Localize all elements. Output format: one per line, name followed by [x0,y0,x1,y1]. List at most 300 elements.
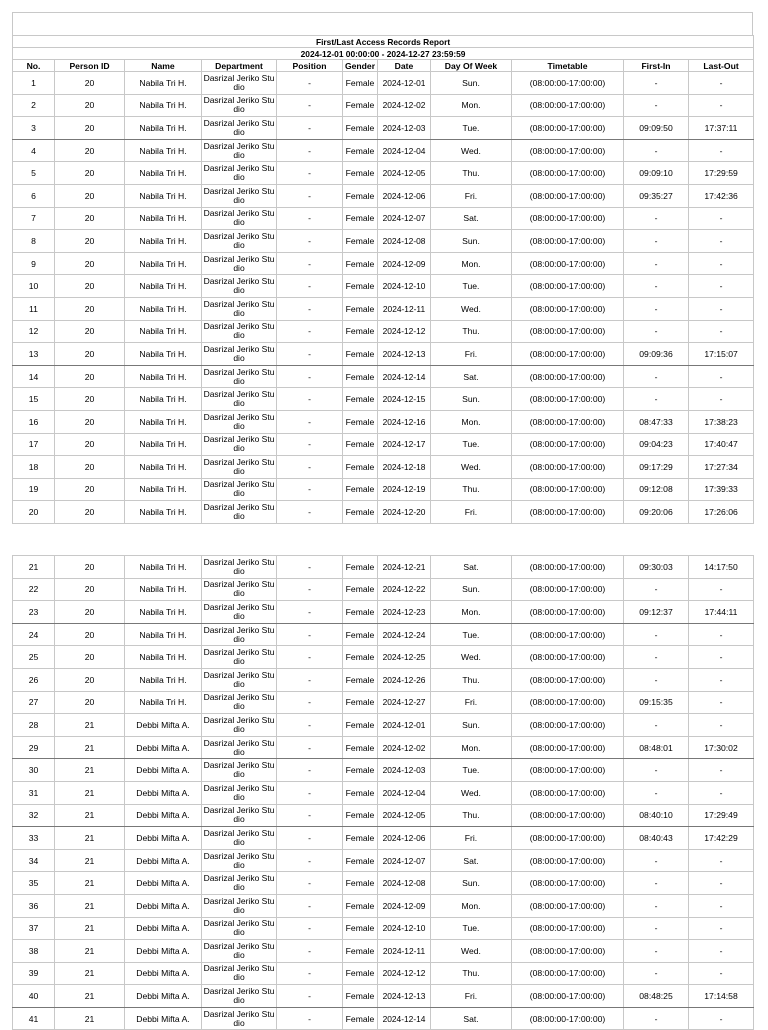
cell-position: - [277,646,343,669]
cell-timetable: (08:00:00-17:00:00) [512,117,624,140]
cell-last-out: - [689,72,754,95]
cell-timetable: (08:00:00-17:00:00) [512,962,624,985]
cell-last-out: - [689,917,754,940]
cell-name: Nabila Tri H. [125,252,202,275]
cell-first-in: - [624,1007,689,1030]
cell-department: Dasrizal Jeriko Studio [202,668,277,691]
cell-no: 29 [13,736,55,759]
cell-department: Dasrizal Jeriko Studio [202,556,277,579]
cell-first-in: - [624,872,689,895]
cell-last-out: - [689,894,754,917]
cell-date: 2024-12-11 [378,940,431,963]
cell-date: 2024-12-04 [378,139,431,162]
cell-person-id: 20 [55,320,125,343]
cell-last-out: 17:15:07 [689,343,754,366]
cell-person-id: 20 [55,343,125,366]
table-row [13,578,754,601]
cell-position: - [277,297,343,320]
cell-person-id: 21 [55,917,125,940]
cell-gender: Female [343,94,378,117]
cell-gender: Female [343,207,378,230]
cell-date: 2024-12-19 [378,478,431,501]
cell-no: 26 [13,668,55,691]
cell-position: - [277,501,343,524]
report-page-1 [12,12,753,524]
cell-department: Dasrizal Jeriko Studio [202,759,277,782]
cell-person-id: 20 [55,275,125,298]
cell-no: 30 [13,759,55,782]
cell-day-of-week: Thu. [431,320,512,343]
cell-person-id: 20 [55,691,125,714]
cell-last-out: 17:39:33 [689,478,754,501]
cell-gender: Female [343,162,378,185]
cell-timetable: (08:00:00-17:00:00) [512,94,624,117]
cell-department: Dasrizal Jeriko Studio [202,388,277,411]
cell-date: 2024-12-26 [378,668,431,691]
cell-last-out: - [689,320,754,343]
cell-no: 33 [13,827,55,850]
cell-date: 2024-12-09 [378,894,431,917]
cell-gender: Female [343,117,378,140]
cell-day-of-week: Wed. [431,781,512,804]
cell-last-out: - [689,1007,754,1030]
cell-gender: Female [343,230,378,253]
cell-person-id: 20 [55,456,125,479]
cell-gender: Female [343,781,378,804]
table-row [13,556,754,579]
cell-position: - [277,388,343,411]
cell-day-of-week: Mon. [431,252,512,275]
cell-timetable: (08:00:00-17:00:00) [512,72,624,95]
cell-first-in: - [624,668,689,691]
report-page-2 [12,555,753,1030]
cell-gender: Female [343,320,378,343]
cell-department: Dasrizal Jeriko Studio [202,962,277,985]
cell-date: 2024-12-16 [378,410,431,433]
table-row [13,849,754,872]
cell-date: 2024-12-07 [378,207,431,230]
cell-no: 11 [13,297,55,320]
cell-date: 2024-12-12 [378,320,431,343]
cell-first-in: 08:48:01 [624,736,689,759]
table-row [13,162,754,185]
cell-department: Dasrizal Jeriko Studio [202,985,277,1008]
cell-date: 2024-12-13 [378,985,431,1008]
cell-last-out: - [689,578,754,601]
cell-department: Dasrizal Jeriko Studio [202,894,277,917]
cell-department: Dasrizal Jeriko Studio [202,714,277,737]
cell-first-in: 09:30:03 [624,556,689,579]
cell-timetable: (08:00:00-17:00:00) [512,601,624,624]
cell-first-in: 09:17:29 [624,456,689,479]
cell-date: 2024-12-05 [378,804,431,827]
cell-person-id: 21 [55,985,125,1008]
table-row [13,601,754,624]
cell-first-in: - [624,578,689,601]
cell-department: Dasrizal Jeriko Studio [202,456,277,479]
cell-person-id: 20 [55,478,125,501]
cell-timetable: (08:00:00-17:00:00) [512,230,624,253]
cell-position: - [277,623,343,646]
cell-gender: Female [343,601,378,624]
cell-date: 2024-12-27 [378,691,431,714]
cell-no: 10 [13,275,55,298]
cell-name: Debbi Mifta A. [125,827,202,850]
cell-last-out: - [689,849,754,872]
table-row [13,297,754,320]
cell-gender: Female [343,275,378,298]
cell-position: - [277,917,343,940]
cell-person-id: 21 [55,827,125,850]
cell-first-in: - [624,623,689,646]
cell-last-out: - [689,207,754,230]
table-row [13,275,754,298]
cell-position: - [277,343,343,366]
cell-first-in: - [624,139,689,162]
cell-department: Dasrizal Jeriko Studio [202,601,277,624]
cell-no: 20 [13,501,55,524]
cell-day-of-week: Wed. [431,139,512,162]
cell-first-in: 09:09:10 [624,162,689,185]
cell-department: Dasrizal Jeriko Studio [202,410,277,433]
cell-no: 12 [13,320,55,343]
cell-timetable: (08:00:00-17:00:00) [512,827,624,850]
cell-day-of-week: Mon. [431,410,512,433]
cell-department: Dasrizal Jeriko Studio [202,827,277,850]
table-row [13,388,754,411]
cell-name: Nabila Tri H. [125,184,202,207]
cell-gender: Female [343,72,378,95]
cell-timetable: (08:00:00-17:00:00) [512,578,624,601]
cell-name: Nabila Tri H. [125,501,202,524]
cell-first-in: - [624,894,689,917]
cell-position: - [277,578,343,601]
cell-last-out: 17:38:23 [689,410,754,433]
table-row [13,410,754,433]
cell-position: - [277,781,343,804]
cell-person-id: 20 [55,433,125,456]
cell-timetable: (08:00:00-17:00:00) [512,714,624,737]
cell-timetable: (08:00:00-17:00:00) [512,184,624,207]
cell-last-out: 17:26:06 [689,501,754,524]
cell-name: Debbi Mifta A. [125,1007,202,1030]
cell-last-out: - [689,781,754,804]
cell-first-in: 09:12:08 [624,478,689,501]
cell-name: Debbi Mifta A. [125,759,202,782]
cell-day-of-week: Thu. [431,162,512,185]
cell-date: 2024-12-10 [378,917,431,940]
cell-department: Dasrizal Jeriko Studio [202,162,277,185]
cell-gender: Female [343,691,378,714]
cell-first-in: 08:48:25 [624,985,689,1008]
cell-name: Nabila Tri H. [125,343,202,366]
cell-first-in: - [624,759,689,782]
table-row [13,985,754,1008]
table-row [13,623,754,646]
cell-gender: Female [343,478,378,501]
cell-date: 2024-12-07 [378,849,431,872]
cell-day-of-week: Sat. [431,365,512,388]
cell-date: 2024-12-10 [378,275,431,298]
cell-person-id: 20 [55,668,125,691]
cell-timetable: (08:00:00-17:00:00) [512,456,624,479]
cell-day-of-week: Wed. [431,297,512,320]
cell-gender: Female [343,578,378,601]
cell-gender: Female [343,759,378,782]
table-row [13,781,754,804]
cell-no: 23 [13,601,55,624]
cell-first-in: - [624,917,689,940]
cell-date: 2024-12-01 [378,714,431,737]
cell-no: 9 [13,252,55,275]
col-header-position: Position [277,60,343,72]
cell-department: Dasrizal Jeriko Studio [202,849,277,872]
cell-person-id: 20 [55,184,125,207]
table-row [13,365,754,388]
cell-name: Nabila Tri H. [125,365,202,388]
cell-timetable: (08:00:00-17:00:00) [512,478,624,501]
cell-position: - [277,320,343,343]
cell-no: 32 [13,804,55,827]
cell-name: Nabila Tri H. [125,72,202,95]
cell-first-in: 09:04:23 [624,433,689,456]
cell-person-id: 21 [55,714,125,737]
cell-name: Nabila Tri H. [125,388,202,411]
cell-day-of-week: Tue. [431,117,512,140]
cell-no: 27 [13,691,55,714]
cell-no: 19 [13,478,55,501]
cell-position: - [277,117,343,140]
cell-position: - [277,827,343,850]
records-body-page-1 [13,72,754,524]
records-body-page-2 [13,556,754,1030]
cell-no: 17 [13,433,55,456]
col-header-date: Date [378,60,431,72]
col-header-timetable: Timetable [512,60,624,72]
cell-timetable: (08:00:00-17:00:00) [512,691,624,714]
cell-person-id: 21 [55,872,125,895]
table-row [13,72,754,95]
cell-no: 6 [13,184,55,207]
cell-gender: Female [343,894,378,917]
cell-first-in: - [624,72,689,95]
cell-gender: Female [343,940,378,963]
cell-department: Dasrizal Jeriko Studio [202,433,277,456]
cell-person-id: 20 [55,365,125,388]
cell-gender: Female [343,985,378,1008]
cell-timetable: (08:00:00-17:00:00) [512,139,624,162]
cell-timetable: (08:00:00-17:00:00) [512,872,624,895]
cell-department: Dasrizal Jeriko Studio [202,252,277,275]
cell-day-of-week: Mon. [431,601,512,624]
cell-last-out: 17:14:58 [689,985,754,1008]
cell-name: Nabila Tri H. [125,433,202,456]
cell-position: - [277,759,343,782]
cell-department: Dasrizal Jeriko Studio [202,184,277,207]
cell-department: Dasrizal Jeriko Studio [202,501,277,524]
cell-position: - [277,894,343,917]
cell-name: Debbi Mifta A. [125,714,202,737]
cell-person-id: 20 [55,252,125,275]
cell-date: 2024-12-03 [378,117,431,140]
cell-first-in: - [624,207,689,230]
cell-no: 5 [13,162,55,185]
cell-person-id: 20 [55,410,125,433]
cell-day-of-week: Tue. [431,917,512,940]
table-row [13,668,754,691]
cell-name: Nabila Tri H. [125,162,202,185]
table-row [13,691,754,714]
cell-no: 41 [13,1007,55,1030]
cell-day-of-week: Sun. [431,72,512,95]
cell-day-of-week: Fri. [431,827,512,850]
cell-date: 2024-12-02 [378,736,431,759]
col-header-last-out: Last-Out [689,60,754,72]
cell-name: Nabila Tri H. [125,556,202,579]
cell-department: Dasrizal Jeriko Studio [202,207,277,230]
cell-last-out: 17:42:36 [689,184,754,207]
cell-department: Dasrizal Jeriko Studio [202,139,277,162]
report-top-spacer [12,12,753,35]
table-row [13,343,754,366]
cell-position: - [277,252,343,275]
cell-gender: Female [343,456,378,479]
cell-first-in: - [624,230,689,253]
cell-name: Nabila Tri H. [125,275,202,298]
cell-person-id: 20 [55,501,125,524]
cell-department: Dasrizal Jeriko Studio [202,343,277,366]
cell-gender: Female [343,827,378,850]
cell-person-id: 20 [55,230,125,253]
cell-person-id: 20 [55,72,125,95]
cell-timetable: (08:00:00-17:00:00) [512,736,624,759]
cell-position: - [277,94,343,117]
cell-no: 3 [13,117,55,140]
table-row [13,252,754,275]
cell-position: - [277,410,343,433]
cell-day-of-week: Tue. [431,275,512,298]
cell-last-out: - [689,646,754,669]
cell-day-of-week: Sun. [431,872,512,895]
cell-date: 2024-12-02 [378,94,431,117]
table-row [13,646,754,669]
cell-person-id: 20 [55,94,125,117]
cell-person-id: 20 [55,578,125,601]
table-row [13,736,754,759]
cell-date: 2024-12-24 [378,623,431,646]
cell-no: 35 [13,872,55,895]
cell-department: Dasrizal Jeriko Studio [202,940,277,963]
cell-gender: Female [343,623,378,646]
cell-gender: Female [343,184,378,207]
cell-name: Nabila Tri H. [125,646,202,669]
cell-first-in: 09:09:36 [624,343,689,366]
cell-person-id: 20 [55,646,125,669]
cell-day-of-week: Wed. [431,940,512,963]
cell-day-of-week: Thu. [431,478,512,501]
cell-first-in: - [624,962,689,985]
cell-last-out: - [689,297,754,320]
cell-position: - [277,230,343,253]
cell-timetable: (08:00:00-17:00:00) [512,252,624,275]
table-row [13,872,754,895]
cell-department: Dasrizal Jeriko Studio [202,804,277,827]
cell-position: - [277,139,343,162]
cell-position: - [277,962,343,985]
cell-department: Dasrizal Jeriko Studio [202,691,277,714]
cell-last-out: 17:37:11 [689,117,754,140]
cell-person-id: 20 [55,297,125,320]
cell-date: 2024-12-25 [378,646,431,669]
cell-gender: Female [343,556,378,579]
cell-name: Debbi Mifta A. [125,985,202,1008]
cell-last-out: - [689,940,754,963]
table-row [13,962,754,985]
cell-last-out: - [689,691,754,714]
cell-first-in: - [624,646,689,669]
cell-last-out: 17:44:11 [689,601,754,624]
cell-person-id: 20 [55,623,125,646]
cell-first-in: - [624,365,689,388]
cell-timetable: (08:00:00-17:00:00) [512,297,624,320]
cell-position: - [277,736,343,759]
table-row [13,94,754,117]
cell-gender: Female [343,714,378,737]
cell-gender: Female [343,343,378,366]
cell-day-of-week: Wed. [431,456,512,479]
cell-first-in: - [624,297,689,320]
cell-timetable: (08:00:00-17:00:00) [512,410,624,433]
cell-no: 34 [13,849,55,872]
cell-gender: Female [343,1007,378,1030]
cell-last-out: - [689,388,754,411]
cell-position: - [277,433,343,456]
cell-name: Nabila Tri H. [125,94,202,117]
cell-date: 2024-12-21 [378,556,431,579]
cell-last-out: - [689,623,754,646]
cell-position: - [277,1007,343,1030]
cell-person-id: 21 [55,804,125,827]
cell-day-of-week: Sun. [431,230,512,253]
cell-gender: Female [343,917,378,940]
cell-name: Nabila Tri H. [125,297,202,320]
cell-day-of-week: Mon. [431,894,512,917]
col-header-first-in: First-In [624,60,689,72]
cell-date: 2024-12-01 [378,72,431,95]
table-row [13,501,754,524]
cell-date: 2024-12-20 [378,501,431,524]
cell-name: Nabila Tri H. [125,601,202,624]
cell-name: Debbi Mifta A. [125,940,202,963]
cell-department: Dasrizal Jeriko Studio [202,646,277,669]
cell-timetable: (08:00:00-17:00:00) [512,623,624,646]
cell-last-out: - [689,139,754,162]
cell-last-out: - [689,230,754,253]
cell-department: Dasrizal Jeriko Studio [202,320,277,343]
cell-name: Debbi Mifta A. [125,781,202,804]
cell-date: 2024-12-06 [378,827,431,850]
cell-gender: Female [343,804,378,827]
cell-day-of-week: Fri. [431,501,512,524]
cell-timetable: (08:00:00-17:00:00) [512,940,624,963]
cell-person-id: 21 [55,962,125,985]
cell-no: 22 [13,578,55,601]
cell-gender: Female [343,872,378,895]
cell-name: Nabila Tri H. [125,117,202,140]
cell-position: - [277,556,343,579]
cell-position: - [277,985,343,1008]
table-row [13,117,754,140]
